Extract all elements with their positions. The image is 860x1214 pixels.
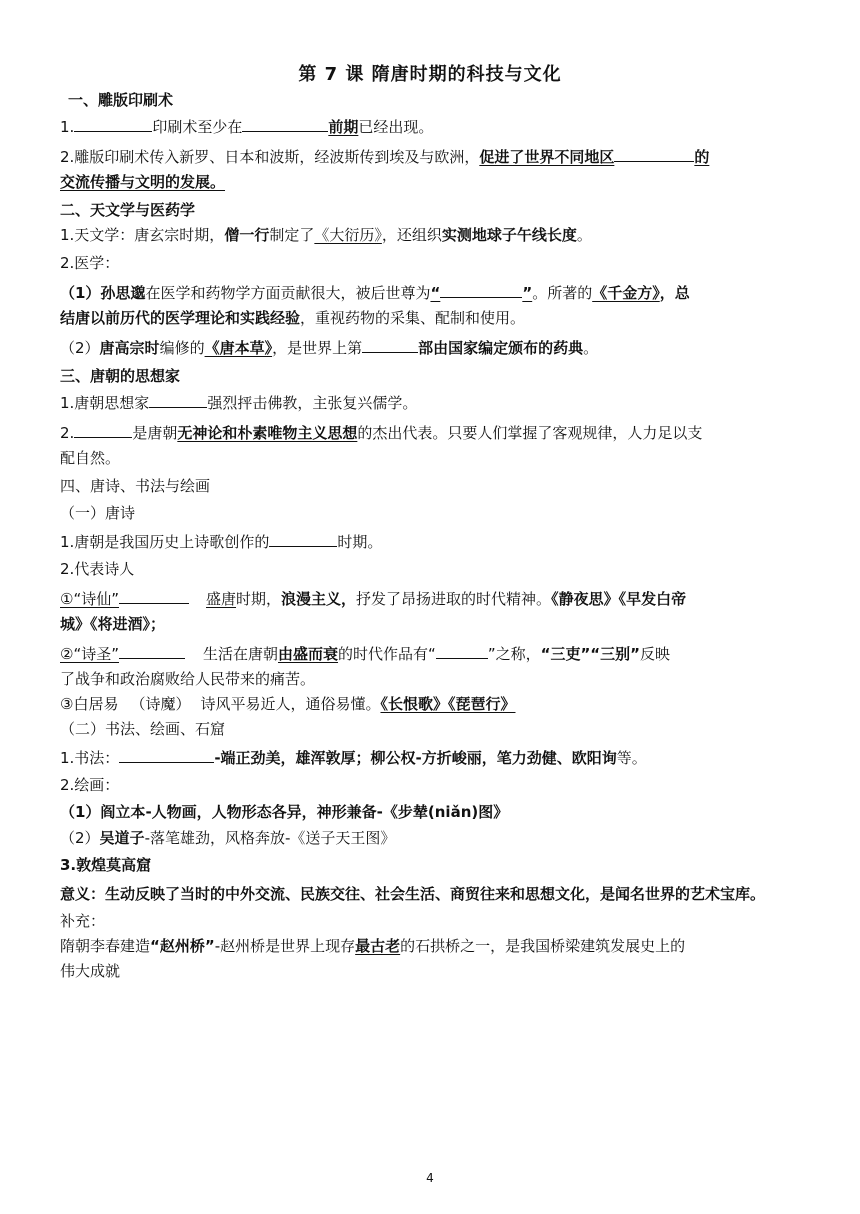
text-line: 伟大成就 <box>60 962 121 980</box>
text: 印刷术至少在 <box>152 118 243 136</box>
text-line: 2.绘画： <box>60 776 120 794</box>
text-line <box>60 279 805 306</box>
subsection-heading: （一）唐诗 <box>60 504 136 522</box>
fill-blank <box>269 528 337 547</box>
text-line: 城》《将进酒》； <box>60 615 166 633</box>
answer-text: 《唐本草》 <box>204 339 273 357</box>
answer-text: ” <box>522 284 533 302</box>
section-heading: 二、天文学与医药学 <box>60 201 196 219</box>
text: ，还组织 <box>381 226 442 244</box>
text: 制定了 <box>269 226 315 244</box>
key-term: ，总 <box>659 284 690 302</box>
answer-text: 盛唐 <box>206 590 237 608</box>
text: 1.唐朝是我国历史上诗歌创作的 <box>60 533 270 551</box>
fill-blank <box>436 640 488 659</box>
text: 强烈抨击佛教，主张复兴儒学。 <box>207 394 418 412</box>
text: 在医学和药物学方面贡献很大，被后世尊为 <box>145 284 431 302</box>
fill-blank <box>74 113 152 132</box>
answer-text: ①“诗仙” <box>60 590 119 608</box>
key-term: “赵州桥” <box>150 937 215 955</box>
text-line: 了战争和政治腐败给人民带来的痛苦。 <box>60 670 316 688</box>
fill-blank <box>74 419 132 438</box>
fill-blank <box>242 113 328 132</box>
text: 1.天文学：唐玄宗时期， <box>60 226 225 244</box>
text: ，重视药物的采集、配制和使用。 <box>300 309 526 327</box>
text: 时期。 <box>337 533 383 551</box>
text: 抒发了昂扬进取的时代精神。 <box>356 590 552 608</box>
answer-text: 无神论和朴素唯物主义思想 <box>177 424 358 442</box>
key-term: “三吏”“三别” <box>540 645 641 663</box>
text-line <box>60 419 805 446</box>
text-line: 意义：生动反映了当时的中外交流、民族交往、社会生活、商贸往来和思想文化，是闻名世界的艺术宝库。 <box>60 885 766 903</box>
supplement-label: 补充： <box>60 912 106 930</box>
text: （诗魔） <box>130 695 191 713</box>
key-term: 《静夜思》《早发白帝 <box>551 590 687 608</box>
text-line <box>60 389 805 416</box>
page-number: 4 <box>426 1171 434 1185</box>
text: 1.书法： <box>60 749 120 767</box>
text: ，是世界上第 <box>272 339 363 357</box>
answer-text: 前期 <box>328 118 359 136</box>
fill-blank <box>119 585 189 604</box>
text: 生活在唐朝 <box>203 645 279 663</box>
text-line: 2.代表诗人 <box>60 560 135 578</box>
text: -赵州桥是世界上现存 <box>214 937 356 955</box>
section-heading: 四、唐诗、书法与绘画 <box>60 477 211 495</box>
text-line <box>60 585 805 612</box>
text: 编修的 <box>159 339 205 357</box>
text: 反映 <box>640 645 671 663</box>
text: （2） <box>60 339 100 357</box>
key-term: 浪漫主义， <box>281 590 357 608</box>
text: 的杰出代表。只要人们掌握了客观规律，人力足以支 <box>357 424 703 442</box>
key-term: 唐高宗时 <box>99 339 160 357</box>
text: 的石拱桥之一，是我国桥梁建筑发展史上的 <box>400 937 686 955</box>
text: 1.唐朝思想家 <box>60 394 150 412</box>
text: （2） <box>60 829 100 847</box>
answer-text: 的 <box>694 148 710 166</box>
text: ”之称， <box>487 645 541 663</box>
section-heading: 一、雕版印刷术 <box>68 91 174 109</box>
key-term: 僧一行 <box>224 226 270 244</box>
section-heading: 三、唐朝的思想家 <box>60 367 181 385</box>
text-line <box>60 640 805 667</box>
answer-text: 《千金方》 <box>592 284 660 302</box>
key-term: -端正劲美，雄浑敦厚；柳公权-方折峻丽，笔力劲健、欧阳询 <box>214 749 617 767</box>
answer-text: “ <box>430 284 441 302</box>
text-line <box>60 306 805 331</box>
key-term: 部由国家编定颁布的药典 <box>418 339 584 357</box>
key-term: （1）孙思邈 <box>60 284 146 302</box>
text-line: 3.敦煌莫高窟 <box>60 856 152 874</box>
text: 。 <box>583 339 599 357</box>
fill-blank <box>362 334 418 353</box>
text-line <box>60 692 805 717</box>
subsection-heading: （二）书法、绘画、石窟 <box>60 720 226 738</box>
text-line <box>60 143 805 170</box>
text: 已经出现。 <box>358 118 434 136</box>
text: 。 <box>576 226 592 244</box>
text-line <box>60 334 805 361</box>
answer-text: 交流传播与文明的发展。 <box>60 173 226 191</box>
page-title: 第 7 课 隋唐时期的科技与文化 <box>298 64 562 85</box>
fill-blank <box>614 143 694 162</box>
answer-text: 促进了世界不同地区 <box>479 148 615 166</box>
text-line <box>60 826 805 851</box>
text: 2.雕版印刷术传入新罗、日本和波斯，经波斯传到埃及与欧洲， <box>60 148 480 166</box>
text: 等。 <box>616 749 647 767</box>
document-body <box>60 88 805 984</box>
text: 1. <box>60 118 75 136</box>
fill-blank <box>440 279 522 298</box>
text-line <box>60 170 805 195</box>
text: 的时代作品有“ <box>338 645 436 663</box>
text-line: 2.医学： <box>60 254 120 272</box>
fill-blank <box>119 744 214 763</box>
text: 2. <box>60 424 75 442</box>
answer-text: 《长恨歌》《琵琶行》 <box>380 695 516 713</box>
text-line <box>60 113 805 140</box>
fill-blank <box>149 389 207 408</box>
answer-text: 由盛而衰 <box>278 645 339 663</box>
answer-text: 《大衍历》 <box>314 226 382 244</box>
text-line: （1）阎立本-人物画，人物形态各异，神形兼备-《步辇(niǎn)图》 <box>60 803 509 821</box>
text: 时期， <box>236 590 282 608</box>
fill-blank <box>119 640 185 659</box>
text: 。所著的 <box>532 284 593 302</box>
key-term: 结唐以前历代的医学理论和实践经验 <box>60 309 301 327</box>
answer-text: 最古老 <box>355 937 401 955</box>
text: 隋朝李春建造 <box>60 937 151 955</box>
text: 是唐朝 <box>132 424 178 442</box>
key-term: 吴道子 <box>99 829 145 847</box>
text-line <box>60 744 805 771</box>
text-line <box>60 528 805 555</box>
text: 诗风平易近人，通俗易懂。 <box>200 695 381 713</box>
text-line <box>60 934 805 959</box>
key-term: 实测地球子午线长度 <box>441 226 577 244</box>
answer-text: ②“诗圣” <box>60 645 119 663</box>
text: ③白居易 <box>60 695 119 713</box>
text: -落笔雄劲，风格奔放-《送子天王图》 <box>144 829 396 847</box>
text-line: 配自然。 <box>60 449 121 467</box>
text-line <box>60 223 805 248</box>
